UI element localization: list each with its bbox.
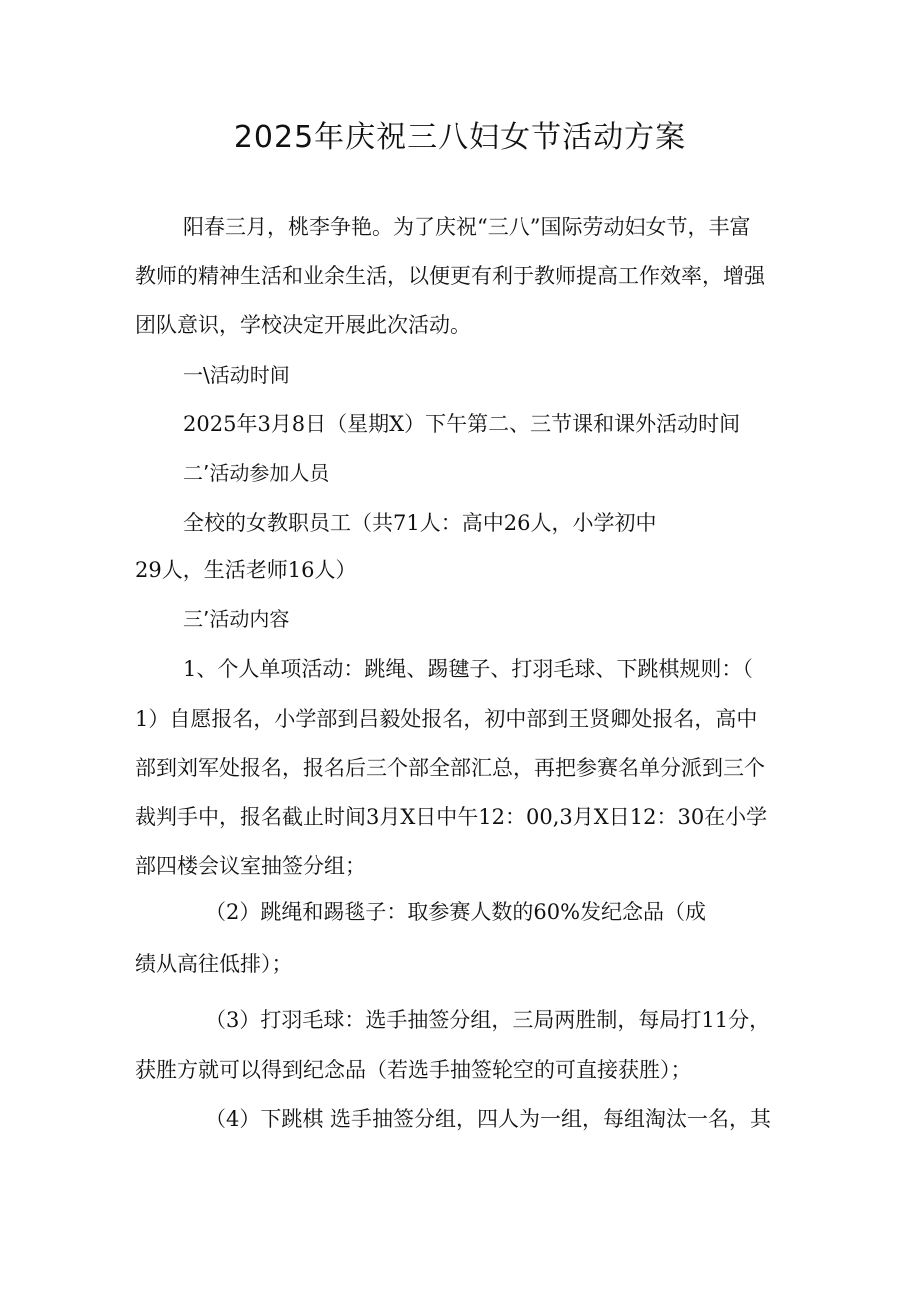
intro-line: 团队意识，学校决定开展此次活动。	[135, 313, 471, 337]
rule-3-line: （3）打羽毛球：选手抽签分组，三局两胜制，每局打11分，	[205, 1008, 771, 1032]
rule-2-line: （2）跳绳和踢毯子：取参赛人数的60%发纪念品（成	[205, 900, 707, 924]
content-item-line: 1、个人单项活动：跳绳、踢毽子、打羽毛球、下跳棋规则：（	[183, 657, 753, 681]
section-heading-content: 三’活动内容	[183, 607, 290, 631]
content-item-line: 裁判手中，报名截止时间3月X日中午12：00,3月X日12：30在小学	[135, 805, 768, 829]
activity-time-text: 2025年3月8日（星期X）下午第二、三节课和课外活动时间	[183, 412, 741, 436]
rule-3-line: 获胜方就可以得到纪念品（若选手抽签轮空的可直接获胜）；	[135, 1058, 692, 1082]
content-item-line: 部到刘军处报名，报名后三个部全部汇总，再把参赛名单分派到三个	[135, 756, 765, 780]
rule-4-line: （4）下跳棋 选手抽签分组，四人为一组，每组淘汰一名，其	[205, 1107, 772, 1131]
participants-line: 29人，生活老师16人）	[135, 558, 357, 582]
section-heading-participants: 二’活动参加人员	[183, 461, 330, 485]
document-title: 2025年庆祝三八妇女节活动方案	[233, 120, 687, 155]
section-heading-time: 一\活动时间	[183, 363, 290, 387]
content-item-line: 1）自愿报名，小学部到吕毅处报名，初中部到王贤卿处报名，高中	[135, 707, 758, 731]
participants-line: 全校的女教职员工（共71人：高中26人，小学初中	[183, 511, 657, 535]
intro-line: 阳春三月，桃李争艳。为了庆祝“三八”国际劳动妇女节，丰富	[183, 215, 751, 239]
rule-2-line: 绩从高往低排）；	[135, 952, 293, 976]
content-item-line: 部四楼会议室抽签分组；	[135, 854, 366, 878]
intro-line: 教师的精神生活和业余生活，以便更有利于教师提高工作效率，增强	[135, 264, 765, 288]
